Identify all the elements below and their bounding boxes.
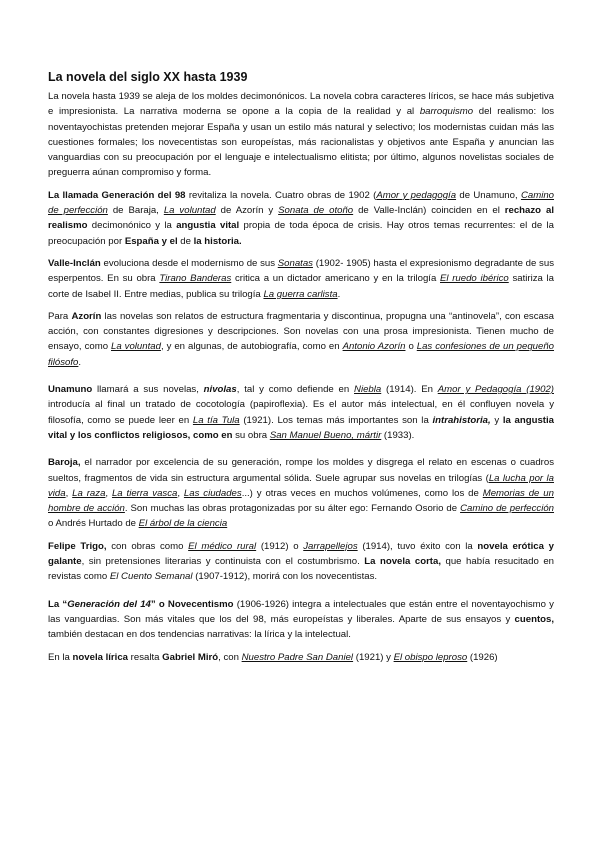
text-run: (1933). [381,429,415,441]
text-run: y [490,414,503,426]
text-run: también destacan en dos tendencias narrativas: la lírica y la intelectual. [48,629,351,641]
text-run: decimonónico y la [87,220,177,232]
paragraph-intro [48,89,554,181]
text-run: . Son muchas las obras protagonizadas por su álter ego: Fernando Osorio de [124,503,461,515]
text-run: o [405,341,417,353]
text-run: La novela hasta 1939 se aleja de los moldes decimonónicos. La novela cobra caracteres líricos, se hace más subjetiva e impresionista. La narrativa moderna se opone a la copia de la realidad y al [48,91,554,118]
text-run: El Cuento Semanal [109,571,193,583]
work-title: La raza [72,487,106,499]
text-run: , y en algunas, de autobiografía, como en [160,341,343,353]
work-title: El obispo leproso [393,651,468,663]
work-title: Camino de perfección [48,189,554,217]
text-run: Gabriel Miró [162,651,219,663]
work-title: El ruedo ibérico [440,273,509,285]
text-run: La llamada Generación del 98 [48,189,186,201]
page-title: La novela del siglo XX hasta 1939 [48,70,248,84]
text-run: (1926) [467,651,498,663]
work-title: Amor y pedagogía [376,189,457,201]
text-run: . [337,288,341,300]
work-title: Sonata de otoño [278,205,354,217]
text-run: (1907-1912), morirá con los novecentistas. [192,571,378,583]
paragraph-gabriel-miro [48,650,554,665]
text-run: evoluciona desde el modernismo de sus [100,257,278,269]
work-title: Las confesiones de un pequeño filósofo [48,341,555,368]
work-title: Nuestro Padre San Daniel [241,651,354,663]
work-title: Niebla [354,384,382,396]
paragraph-valle-inclan [48,256,554,302]
work-title: Antonio Azorín [342,341,406,353]
text-run: de [177,235,194,247]
text-run: de Valle-Inclán) coinciden en el [353,205,505,217]
text-run: Valle-Inclán [48,257,101,269]
text-run: (1921) y [353,651,394,663]
text-run: o Andrés Hurtado de [48,518,139,530]
work-title: Jarrapellejos [303,540,358,552]
work-title: La voluntad [163,205,216,217]
text-run: cuentos, [514,613,554,625]
text-run: resalta [128,651,163,663]
text-run: (1906-1926) integra a intelectuales que están entre el noventayochismo y las vanguardias. Son más vitales que los del 98, más europeístas y liberales. Aparte de sus ensayos y [48,598,554,625]
paragraph-felipe-trigo [48,539,554,585]
paragraph-azorin [48,309,554,370]
text-run: Felipe Trigo, [48,540,107,552]
text-run: (1914), tuvo éxito con la [357,540,478,552]
text-run: la angustia vital y los conflictos religiosos, como en [48,414,554,441]
work-title: Memorias de un hombre de acción [48,487,554,515]
text-run: critica a un dictador americano y en la trilogía [231,273,440,285]
work-title: Tirano Banderas [159,273,232,285]
work-title: Sonatas [277,257,313,269]
text-run: de Unamuno, [456,189,521,201]
paragraph-novecentismo [48,597,554,643]
work-title: La guerra carlista [263,288,338,300]
text-run: La novela corta, [364,556,441,568]
text-run: Para [48,310,72,322]
paragraph-generacion-98 [48,188,554,249]
paragraph-unamuno [48,382,554,443]
text-run: En la [48,651,73,663]
work-title: San Manuel Bueno, mártir [269,429,382,441]
text-run: de Azorín y [215,205,279,217]
text-run: propia de toda época de crisis. Hay otros temas recurrentes: el de la preocupación por [48,220,555,247]
text-run: rechazo al realismo [48,205,554,232]
work-title: Amor y Pedagogía (1902) [437,384,554,396]
work-title: La tierra vasca [111,487,178,499]
text-run: (1902- 1905) hasta el expresionismo degradante de sus esperpentos. En su obra [48,257,554,285]
work-title: La tía Tula [192,414,240,426]
text-run: que había resucitado en revistas como [48,556,554,583]
text-run: (1914). En [381,384,438,396]
work-title: Las ciudades [183,487,242,499]
text-run: de Baraja, [107,205,164,217]
text-run: novela erótica y galante [48,540,554,568]
text-run: revitaliza la novela. Cuatro obras de 1902 ( [185,189,377,201]
work-title: El médico rural [188,540,257,552]
text-run: España y el [124,235,178,247]
text-run: intrahistoria, [432,414,491,426]
text-run: (1921). Los temas más importantes son la [239,414,433,426]
paragraph-baroja [48,455,554,531]
text-run: Baroja, [48,457,81,469]
text-run: , [177,487,184,499]
text-run: La “ [48,598,68,610]
text-run: barroquismo [419,106,474,118]
work-title: La lucha por la vida [48,472,554,499]
text-run: su obra [232,429,270,441]
text-run: (1912) o [256,540,304,552]
text-run: el narrador por excelencia de su generación, rompe los moldes y disgrega el relato en escenas o cuadros sueltos, fragmentos de vida sin estructura argumental sólida. Suele agrupar sus novelas en trilogías ( [48,457,554,484]
text-run: del realismo: los noventayochistas pretenden mejorar España y usan un estilo más natural y selectivo; los modernistas cuidan más las cuestiones formales; los novecentistas son europeístas, más racionalistas y objetivos ante España y anuncian las vanguardias con su preocupación por el lenguaje e intelectualismo elitista; por último, algunos novelistas sociales de preguerra aúnan compromiso y forma. [48,106,554,179]
text-run: llamará a sus novelas, [92,384,204,396]
text-run: las novelas son relatos de estructura fragmentaria y discontinua, propugna una “antinovela”, con escasa acción, con constantes digresiones y descripciones. Son novelas con una prosa impresionista. Tienen mucho de ensayo, como [48,310,554,353]
work-title: El árbol de la ciencia [138,518,228,530]
text-run: . [78,356,82,368]
text-run: , [65,487,73,499]
text-run: , [105,487,112,499]
text-run: , con [218,651,242,663]
text-run: Azorín [71,310,102,322]
text-run: , tal y como defiende en [236,384,355,396]
text-run: ...) y otras veces en muchos volúmenes, como los de [241,487,483,499]
document-page [48,70,554,672]
text-run: con obras como [106,540,189,552]
text-run: ” o Novecentismo [150,598,234,610]
text-run: introducía al final un tratado de cocotología (papiroflexia). Es el autor más intelectual, en él confluyen novela y filosofía, como se puede leer en [48,399,554,426]
text-run: Unamuno [48,384,93,396]
work-title: La voluntad [111,341,161,353]
text-run: la historia. [193,235,242,247]
text-run: satiriza la corte de Isabel II. Entre medias, publica su trilogía [48,273,555,300]
text-run: angustia vital [176,220,240,232]
work-title: Camino de perfección [460,503,555,515]
text-run: nivolas [203,384,237,396]
text-run: novela lírica [72,651,129,663]
text-run: Generación del 14 [67,598,151,610]
text-run: , sin pretensiones literarias y continuista con el costumbrismo. [81,556,365,568]
